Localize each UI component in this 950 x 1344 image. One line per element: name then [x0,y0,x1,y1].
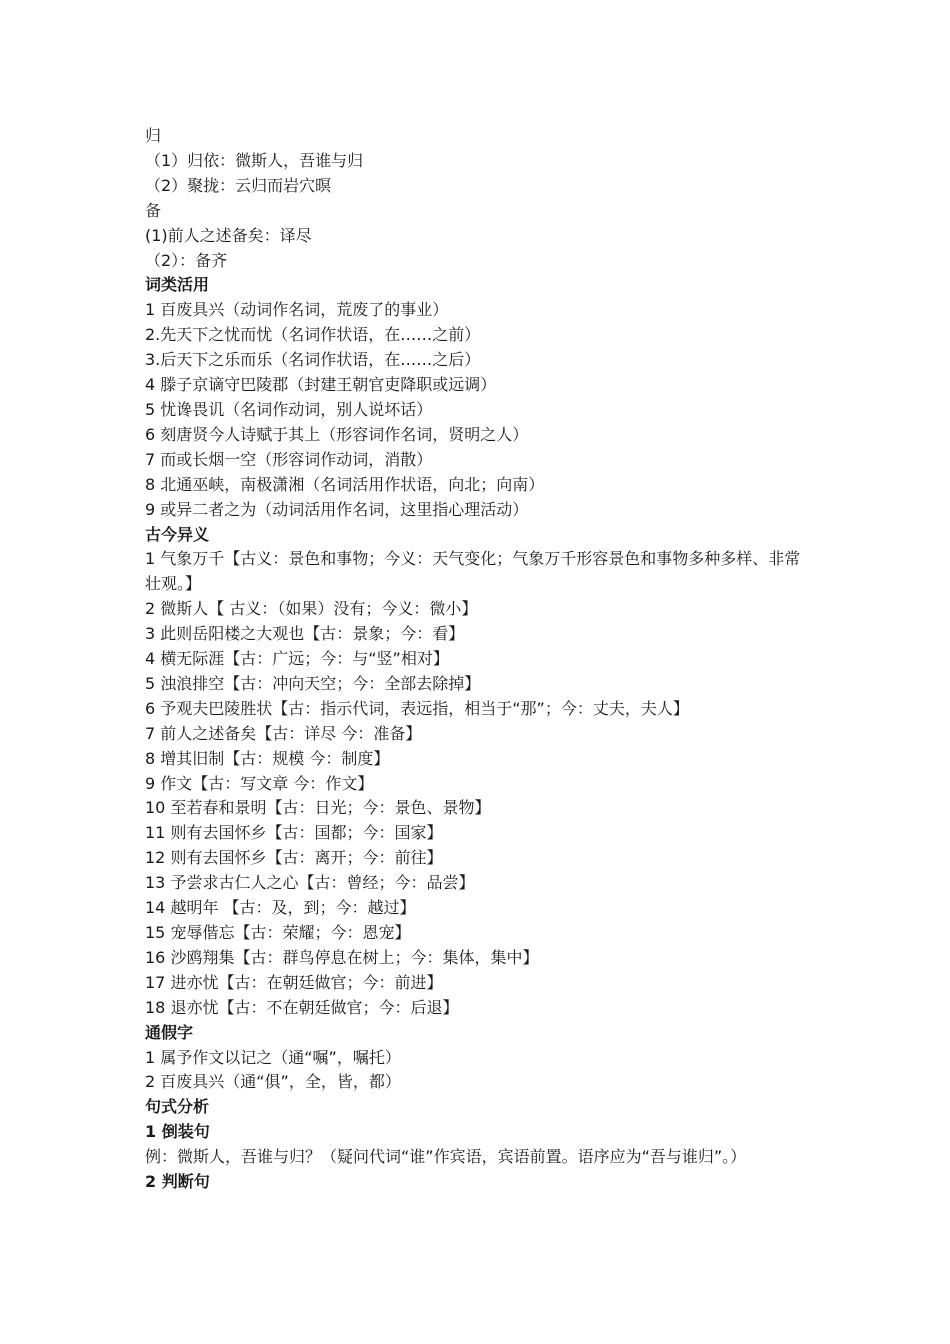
text-line: 10 至若春和景明【古：日光；今：景色、景物】 [145,798,491,818]
text-line: 8 北通巫峡，南极潇湘（名词活用作状语，向北；向南） [145,474,545,494]
text-line: 12 则有去国怀乡【古：离开；今：前往】 [145,848,443,868]
text-line: 14 越明年 【古：及，到；今：越过】 [145,898,416,918]
text-line: 17 进亦忧【古：在朝廷做官；今：前进】 [145,972,443,992]
text-line: 7 前人之述备矣【古：详尽 今：准备】 [145,723,422,743]
text-line: （2）：备齐 [145,250,228,270]
text-line: （2）聚拢：云归而岩穴暝 [145,175,332,195]
text-line: 8 增其旧制【古：规模 今：制度】 [145,748,390,768]
text-line: 5 浊浪排空【古：冲向天空；今：全部去除掉】 [145,673,481,693]
text-line: （1）归依：微斯人，吾谁与归 [145,150,364,170]
text-line: (1)前人之述备矣：译尽 [145,225,312,245]
text-line: 15 宠辱偕忘【古：荣耀；今：恩宠】 [145,923,411,942]
text-line: 5 忧谗畏讥（名词作动词，别人说坏话） [145,399,433,419]
text-line: 9 或异二者之为（动词活用作名词，这里指心理活动） [145,499,529,519]
section-heading: 通假字 [145,1022,194,1042]
text-line: 1 百废具兴（动词作名词，荒废了的事业） [145,300,449,320]
text-line: 9 作文【古：写文章 今：作文】 [145,773,374,793]
text-line: 6 刻唐贤今人诗赋于其上（形容词作名词，贤明之人） [145,424,529,444]
text-line: 2 百废具兴（通“俱”，全，皆，都） [145,1072,401,1092]
section-heading: 古今异义 [145,524,210,544]
text-line: 1 属予作文以记之（通“嘱”，嘱托） [145,1047,401,1067]
text-line: 18 退亦忧【古：不在朝廷做官；今：后退】 [145,997,459,1017]
section-heading: 词类活用 [145,275,210,295]
section-heading: 1 倒装句 [145,1122,210,1142]
text-line: 1 气象万千【古义：景色和事物；今义：天气变化；气象万千形容景色和事物多种多样、非常壮观。】 [145,549,801,594]
text-line: 例：微斯人，吾谁与归？（疑问代词“谁”作宾语，宾语前置。语序应为“吾与谁归”。） [145,1147,747,1167]
text-line: 13 予尝求古仁人之心【古：曾经；今：品尝】 [145,873,475,893]
text-line: 归 [145,126,162,145]
text-line: 3 此则岳阳楼之大观也【古：景象；今：看】 [145,624,465,644]
text-line: 备 [145,200,162,220]
text-line: 4 横无际涯【古：广远；今：与“竖”相对】 [145,649,449,669]
text-line: 2.先天下之忧而忧（名词作状语，在……之前） [145,325,481,345]
text-line: 2 微斯人【 古义：（如果）没有；今义：微小】 [145,599,478,619]
text-line: 7 而或长烟一空（形容词作动词，消散） [145,449,433,469]
document-body [145,124,813,1195]
text-line: 6 予观夫巴陵胜状【古：指示代词，表远指，相当于“那”；今：丈夫，夫人】 [145,698,689,718]
text-line: 4 滕子京谪守巴陵郡（封建王朝官吏降职或远调） [145,375,497,395]
section-heading: 2 判断句 [145,1172,210,1192]
text-line: 16 沙鸥翔集【古：群鸟停息在树上；今：集体，集中】 [145,947,539,967]
text-line: 3.后天下之乐而乐（名词作状语，在……之后） [145,350,481,370]
section-heading: 句式分析 [145,1097,210,1117]
text-line: 11 则有去国怀乡【古：国都；今：国家】 [145,823,443,843]
